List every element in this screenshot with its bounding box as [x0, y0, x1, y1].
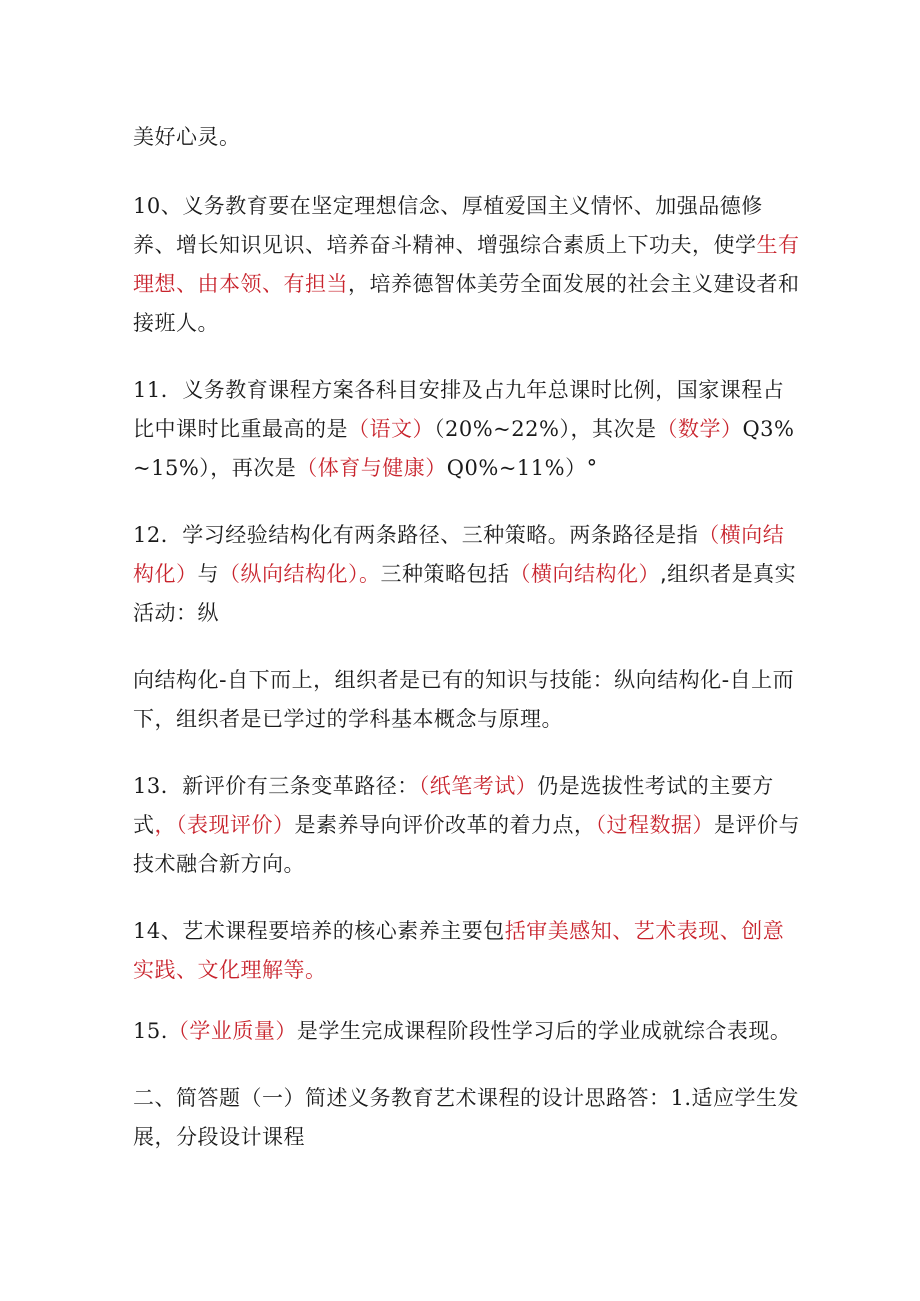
section-short-answer [133, 1079, 800, 1157]
question-text: Q3%~15%），再次是 [133, 417, 795, 480]
answer-highlight: （横向结构化） [509, 562, 660, 586]
question-text: 艺术课程要培养的核心素养主要包 [182, 919, 505, 943]
question-number: 10、 [133, 194, 183, 218]
section-heading: 二、简答题（一）简述义务教育艺术课程的设计思路答： [133, 1086, 671, 1110]
question-11 [133, 371, 800, 488]
question-text: 是学生完成课程阶段性学习后的学业成就综合表现。 [296, 1019, 792, 1043]
answer-text: 适应学生发展，分段设计课程 [133, 1086, 800, 1149]
answer-highlight: （学业质量） [167, 1019, 297, 1043]
question-text: 三种策略包括 [380, 562, 510, 586]
question-text: ．义务教育课程方案各科目安排及占九年总课时比例，国家课程占比中课时比重最高的是 [133, 378, 785, 441]
question-text: 是评价与技术融合新方向。 [133, 813, 800, 876]
intro-paragraph [133, 118, 800, 157]
question-text: ，培养德智体美劳全面发展的社会主义建设者和接班人。 [133, 272, 800, 335]
question-10 [133, 187, 800, 343]
question-15 [133, 1012, 800, 1051]
question-number: 13 [133, 774, 161, 798]
answer-highlight: （体育与健康） [296, 456, 447, 480]
paragraph-text: 向结构化-自下而上，组织者是已有的知识与技能：纵向结构化-自上而下，组织者是已学过的学科基本概念与原理。 [133, 668, 795, 731]
question-12 [133, 516, 800, 633]
question-text: 与 [197, 562, 219, 586]
answer-highlight: 生有理想、由本领、有担当 [133, 233, 800, 296]
question-text: ．新评价有三条变革路径： [160, 774, 419, 798]
question-text: 是素养导向评价改革的着力点， [294, 813, 596, 837]
question-number: 14、 [133, 919, 183, 943]
answer-highlight: （数学） [656, 417, 743, 441]
question-text: （20%~22%），其次是 [434, 417, 657, 441]
answer-highlight: ，（表现评价） [154, 813, 295, 837]
question-text: 仍是选拔性考试的主要方式 [133, 774, 774, 837]
intro-text: 美好心灵。 [133, 125, 241, 149]
question-text: ,组织者是真实活动：纵 [133, 562, 797, 625]
question-number: 12 [133, 523, 161, 547]
answer-highlight: （语文） [348, 417, 434, 441]
question-text: Q0%~11%）° [446, 456, 598, 480]
question-number: 15. [133, 1019, 168, 1043]
item-number: 1. [670, 1086, 692, 1110]
answer-highlight: （纸笔考试） [418, 774, 538, 798]
answer-highlight: （过程数据） [595, 813, 714, 837]
answer-highlight: （纵向结构化）。 [219, 562, 381, 586]
question-13 [133, 767, 800, 884]
question-number: 11 [133, 378, 161, 402]
question-text: 义务教育要在坚定理想信念、厚植爱国主义情怀、加强品德修养、增长知识见识、培养奋斗精神、增强综合素质上下功夫，使学 [133, 194, 763, 257]
question-14 [133, 912, 800, 990]
question-12-continued [133, 661, 800, 739]
answer-highlight: （横向结构化） [133, 523, 785, 586]
question-text: ．学习经验结构化有两条路径、三种策略。两条路径是指 [160, 523, 699, 547]
answer-highlight: 括审美感知、艺术表现、创意实践、文化理解等。 [133, 919, 785, 982]
